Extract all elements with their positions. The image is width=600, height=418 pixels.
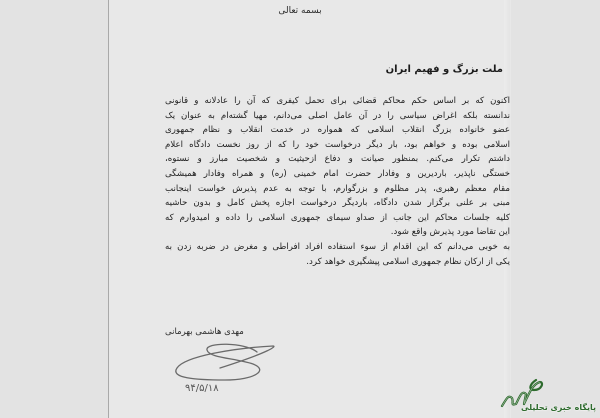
body-line: این تقاضا مورد پذیرش واقع شود. <box>390 227 510 238</box>
body-line: به خوبی می‌دانم که این اقدام از سوء استفاده افراد افراطی و مغرض در ضربه زدن به <box>165 241 510 252</box>
body-line: اکنون که بر اساس حکم محاکم قضائی برای تحمل کیفری که آن را عادلانه و قانونی <box>165 96 510 106</box>
signer-name: مهدی هاشمی بهرمانی <box>165 327 244 337</box>
body-line: یکی از ارکان نظام جمهوری اسلامی پیشگیری خواهد کرد. <box>306 256 510 267</box>
watermark-caption: پایگاه خبری تحلیلی <box>521 403 596 412</box>
body-line: داشتم تکرار می‌کنم. بمنظور صیانت و دفاع ازحیثیت و شخصیت مبارز و نستوه، <box>165 154 510 165</box>
body-line: ندانسته بلکه اغراض سیاسی را در آن عامل اصلی می‌دانم، مهیا گشته‌ام به عنوان یک <box>165 110 510 121</box>
signature-icon <box>165 340 280 385</box>
body-line: اسلامی بوده و خواهم بود، بار دیگر درخواست خود را که از روز نخست دادگاه اعلام <box>165 139 510 150</box>
watermark <box>498 376 598 416</box>
salutation: ملت بزرگ و فهیم ایران <box>385 64 503 75</box>
body-line: عضو خانواده بزرگ انقلاب اسلامی که همواره در خدمت انقلاب و نظام جمهوری <box>165 125 510 136</box>
document-heading: بسمه تعالی <box>278 6 322 16</box>
body-line: کلیه جلسات محاکم این جانب از صداو سیمای جمهوری اسلامی را داده و امیدوارم که <box>165 212 510 223</box>
letter-body <box>165 94 510 269</box>
signature-date: ۹۴/۵/۱۸ <box>185 383 219 394</box>
body-line: مبنی بر علنی برگزار شدن دادگاه، باردیگر درخواست اجازه پخش کامل و بدون حاشیه <box>165 198 510 209</box>
body-line: مقام معظم رهبری، پدر مظلوم و بزرگوارم، با توجه به عدم پذیرش خواست اینجانب <box>165 183 510 194</box>
body-line: خستگی ناپذیر، باردیرین و وفادار حضرت امام خمینی (ره) و همراه وفادار همیشگی <box>165 168 510 179</box>
